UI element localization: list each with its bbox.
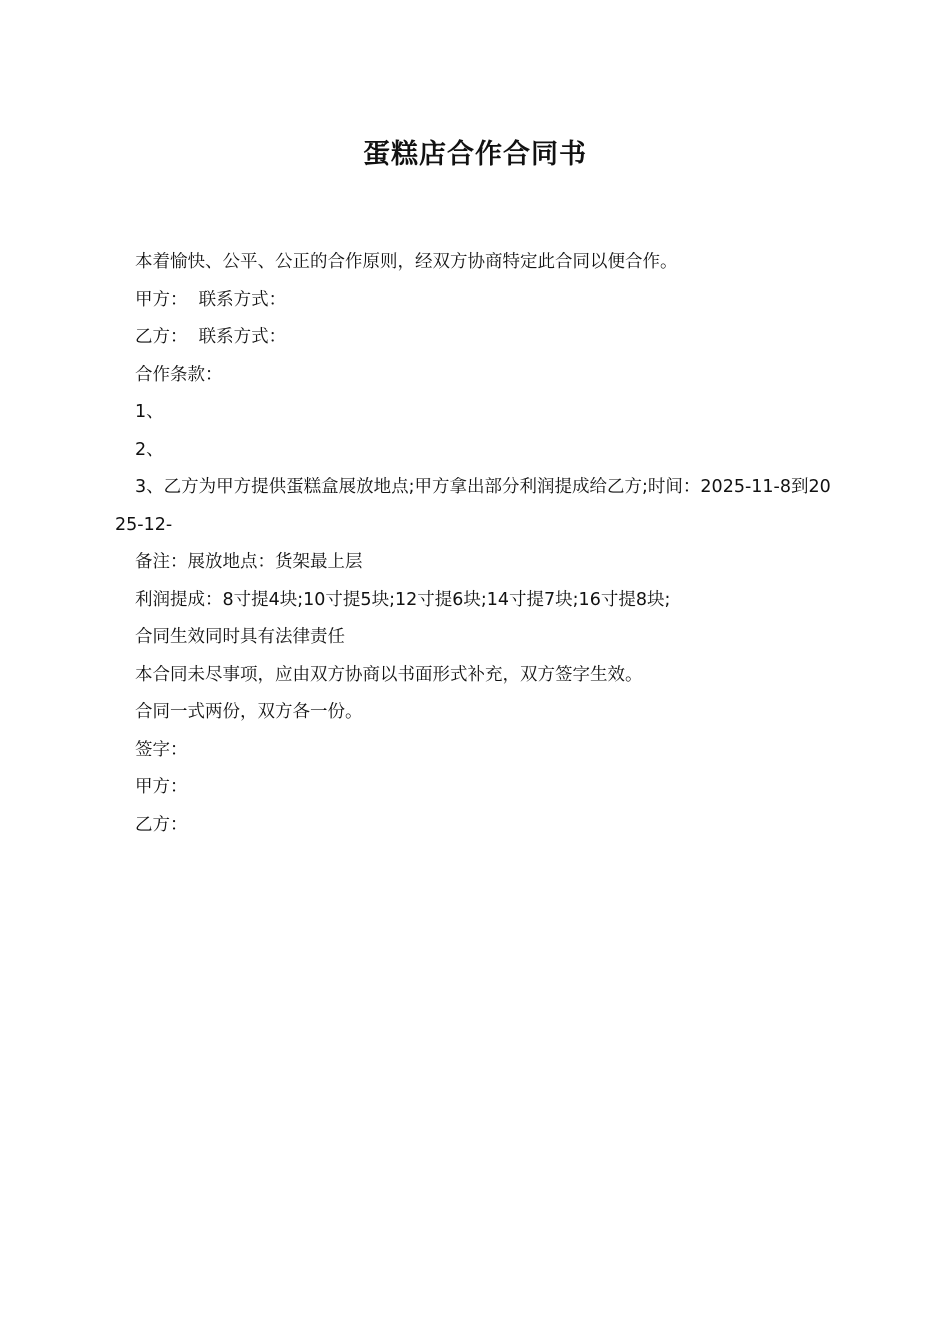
intro-paragraph: 本着愉快、公平、公正的合作原则，经双方协商特定此合同以便合作。 — [135, 252, 678, 272]
profit-commission-line: 利润提成：8寸提4块;10寸提5块;12寸提6块;14寸提7块;16寸提8块; — [135, 589, 671, 610]
terms-heading: 合作条款： — [135, 364, 223, 385]
signature-heading: 签字： — [135, 739, 188, 760]
signature-party-a: 甲方： — [135, 777, 188, 797]
party-a-line: 甲方： 联系方式： — [135, 289, 287, 310]
signature-party-b: 乙方： — [135, 814, 188, 835]
legal-effect-line: 合同生效同时具有法律责任 — [135, 627, 345, 647]
party-b-line: 乙方： 联系方式： — [135, 327, 287, 347]
remark-line: 备注：展放地点：货架最上层 — [135, 552, 363, 572]
term-item-1: 1、 — [135, 402, 164, 422]
term-item-3: 3、乙方为甲方提供蛋糕盒展放地点;甲方拿出部分利润提成给乙方;时间：2025-11-8到2025-12- — [115, 477, 831, 535]
document-body — [115, 244, 837, 844]
term-item-2: 2、 — [135, 439, 164, 460]
copies-clause: 合同一式两份，双方各一份。 — [135, 702, 363, 722]
document-title: 蛋糕店合作合同书 — [363, 139, 587, 170]
supplement-clause: 本合同未尽事项，应由双方协商以书面形式补充，双方签字生效。 — [135, 664, 643, 685]
